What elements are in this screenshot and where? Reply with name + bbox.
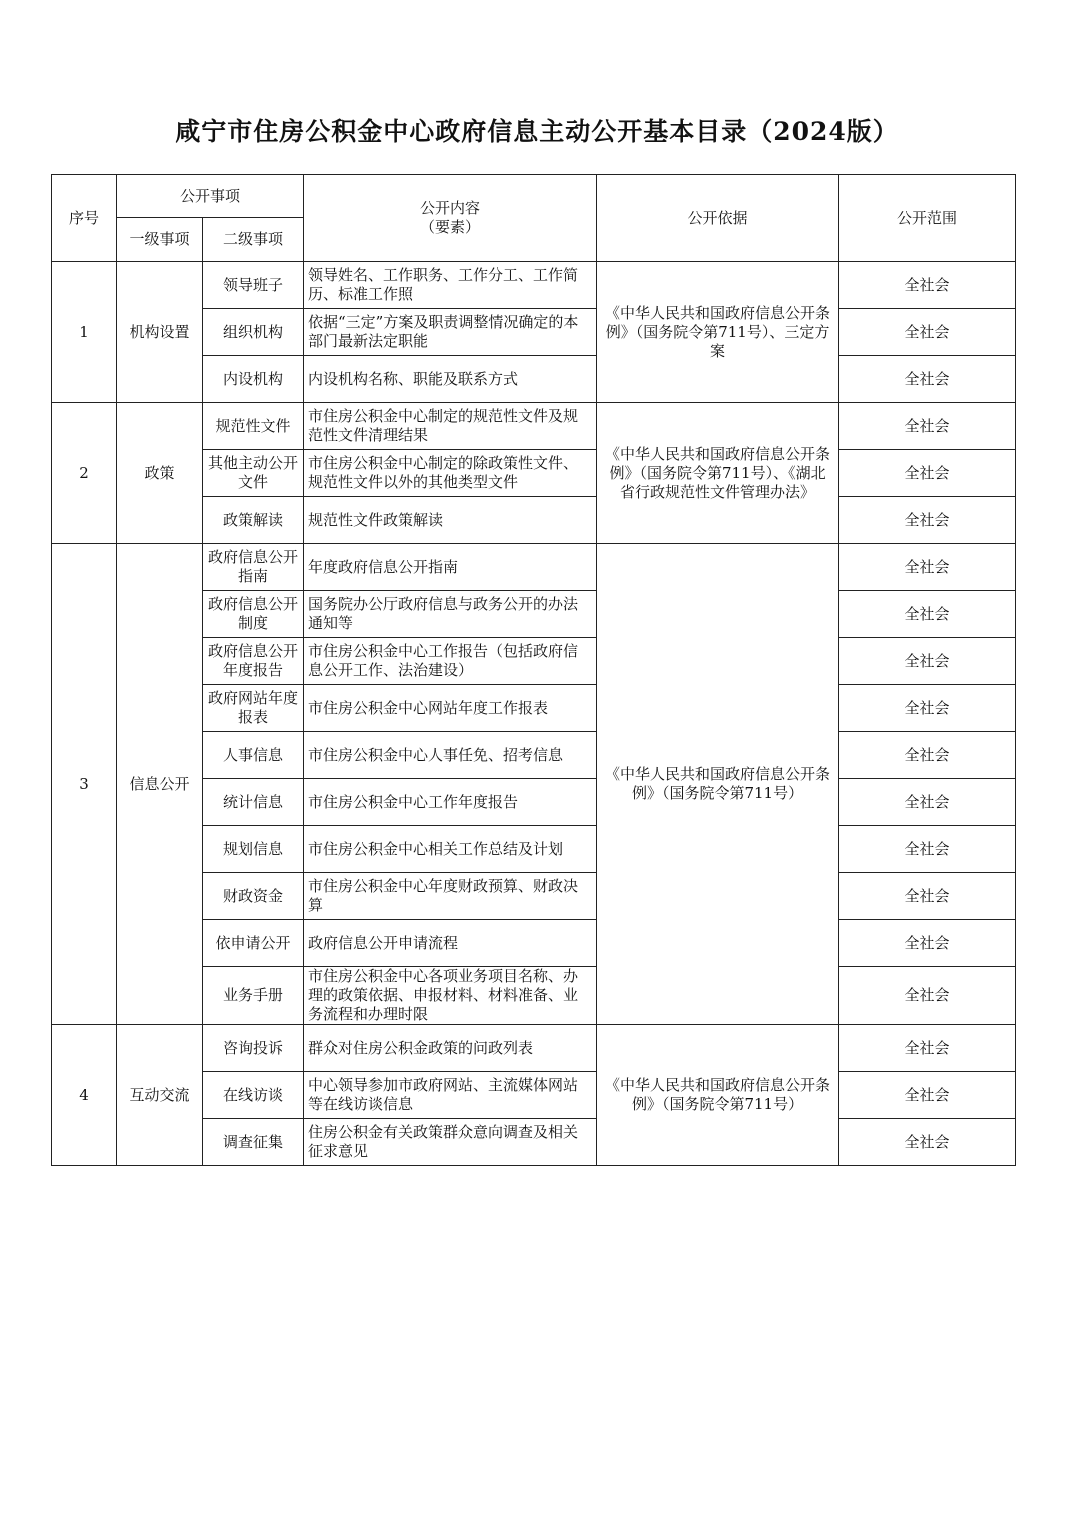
group-no: 2 — [52, 403, 117, 544]
table-row — [52, 403, 1016, 450]
header-content-line1: 公开内容 — [420, 199, 481, 217]
row-content: 规范性文件政策解读 — [304, 497, 597, 544]
row-scope: 全社会 — [839, 403, 1016, 450]
table-row — [52, 1025, 1016, 1072]
row-content: 市住房公积金中心各项业务项目名称、办理的政策依据、申报材料、材料准备、业务流程和办理时限 — [304, 967, 597, 1025]
row-content: 住房公积金有关政策群众意向调查及相关征求意见 — [304, 1119, 597, 1166]
row-content: 市住房公积金中心人事任免、招考信息 — [304, 732, 597, 779]
header-level1: 一级事项 — [117, 218, 203, 262]
group-basis: 《中华人民共和国政府信息公开条例》（国务院令第711号）、《湖北省行政规范性文件管理办法》 — [597, 403, 839, 544]
row-content: 市住房公积金中心制定的规范性文件及规范性文件清理结果 — [304, 403, 597, 450]
row-scope: 全社会 — [839, 685, 1016, 732]
row-level2: 政府网站年度报表 — [203, 685, 304, 732]
row-level2: 规范性文件 — [203, 403, 304, 450]
row-content: 群众对住房公积金政策的问政列表 — [304, 1025, 597, 1072]
row-scope: 全社会 — [839, 967, 1016, 1025]
directory-table — [51, 174, 1016, 1166]
row-content: 国务院办公厅政府信息与政务公开的办法通知等 — [304, 591, 597, 638]
group-basis: 《中华人民共和国政府信息公开条例》（国务院令第711号） — [597, 544, 839, 1025]
row-content: 内设机构名称、职能及联系方式 — [304, 356, 597, 403]
row-content: 政府信息公开申请流程 — [304, 920, 597, 967]
header-no: 序号 — [52, 175, 117, 262]
row-level2: 政府信息公开制度 — [203, 591, 304, 638]
group-level1: 政策 — [117, 403, 203, 544]
row-scope: 全社会 — [839, 591, 1016, 638]
row-level2: 组织机构 — [203, 309, 304, 356]
row-scope: 全社会 — [839, 262, 1016, 309]
row-level2: 规划信息 — [203, 826, 304, 873]
row-scope: 全社会 — [839, 497, 1016, 544]
row-level2: 其他主动公开文件 — [203, 450, 304, 497]
row-scope: 全社会 — [839, 1119, 1016, 1166]
row-content: 市住房公积金中心工作年度报告 — [304, 779, 597, 826]
row-level2: 政府信息公开年度报告 — [203, 638, 304, 685]
row-content: 市住房公积金中心相关工作总结及计划 — [304, 826, 597, 873]
header-content-line2: （要素） — [420, 218, 481, 236]
row-level2: 业务手册 — [203, 967, 304, 1025]
row-scope: 全社会 — [839, 356, 1016, 403]
table-row — [52, 544, 1016, 591]
group-no: 4 — [52, 1025, 117, 1166]
group-level1: 机构设置 — [117, 262, 203, 403]
group-no: 1 — [52, 262, 117, 403]
row-scope: 全社会 — [839, 309, 1016, 356]
row-level2: 统计信息 — [203, 779, 304, 826]
group-basis: 《中华人民共和国政府信息公开条例》（国务院令第711号） — [597, 1025, 839, 1166]
group-level1: 互动交流 — [117, 1025, 203, 1166]
row-scope: 全社会 — [839, 1072, 1016, 1119]
row-level2: 依申请公开 — [203, 920, 304, 967]
header-items: 公开事项 — [117, 175, 304, 218]
row-level2: 内设机构 — [203, 356, 304, 403]
page-title: 咸宁市住房公积金中心政府信息主动公开基本目录（2024版） — [175, 117, 899, 146]
row-level2: 政策解读 — [203, 497, 304, 544]
header-scope: 公开范围 — [839, 175, 1016, 262]
group-basis: 《中华人民共和国政府信息公开条例》（国务院令第711号）、三定方案 — [597, 262, 839, 403]
row-level2: 调查征集 — [203, 1119, 304, 1166]
row-level2: 领导班子 — [203, 262, 304, 309]
row-content: 市住房公积金中心制定的除政策性文件、规范性文件以外的其他类型文件 — [304, 450, 597, 497]
row-scope: 全社会 — [839, 873, 1016, 920]
row-content: 依据“三定”方案及职责调整情况确定的本部门最新法定职能 — [304, 309, 597, 356]
row-scope: 全社会 — [839, 826, 1016, 873]
row-scope: 全社会 — [839, 638, 1016, 685]
header-basis: 公开依据 — [597, 175, 839, 262]
row-scope: 全社会 — [839, 920, 1016, 967]
row-scope: 全社会 — [839, 779, 1016, 826]
row-scope: 全社会 — [839, 732, 1016, 779]
row-level2: 财政资金 — [203, 873, 304, 920]
row-scope: 全社会 — [839, 1025, 1016, 1072]
row-content: 市住房公积金中心网站年度工作报表 — [304, 685, 597, 732]
row-content: 市住房公积金中心年度财政预算、财政决算 — [304, 873, 597, 920]
header-level2: 二级事项 — [203, 218, 304, 262]
row-level2: 咨询投诉 — [203, 1025, 304, 1072]
group-no: 3 — [52, 544, 117, 1025]
row-level2: 政府信息公开指南 — [203, 544, 304, 591]
row-scope: 全社会 — [839, 450, 1016, 497]
row-level2: 在线访谈 — [203, 1072, 304, 1119]
row-content: 领导姓名、工作职务、工作分工、工作简历、标准工作照 — [304, 262, 597, 309]
table-row — [52, 262, 1016, 309]
row-content: 年度政府信息公开指南 — [304, 544, 597, 591]
header-content — [304, 175, 597, 262]
row-content: 中心领导参加市政府网站、主流媒体网站等在线访谈信息 — [304, 1072, 597, 1119]
row-content: 市住房公积金中心工作报告（包括政府信息公开工作、法治建设） — [304, 638, 597, 685]
row-scope: 全社会 — [839, 544, 1016, 591]
group-level1: 信息公开 — [117, 544, 203, 1025]
row-level2: 人事信息 — [203, 732, 304, 779]
